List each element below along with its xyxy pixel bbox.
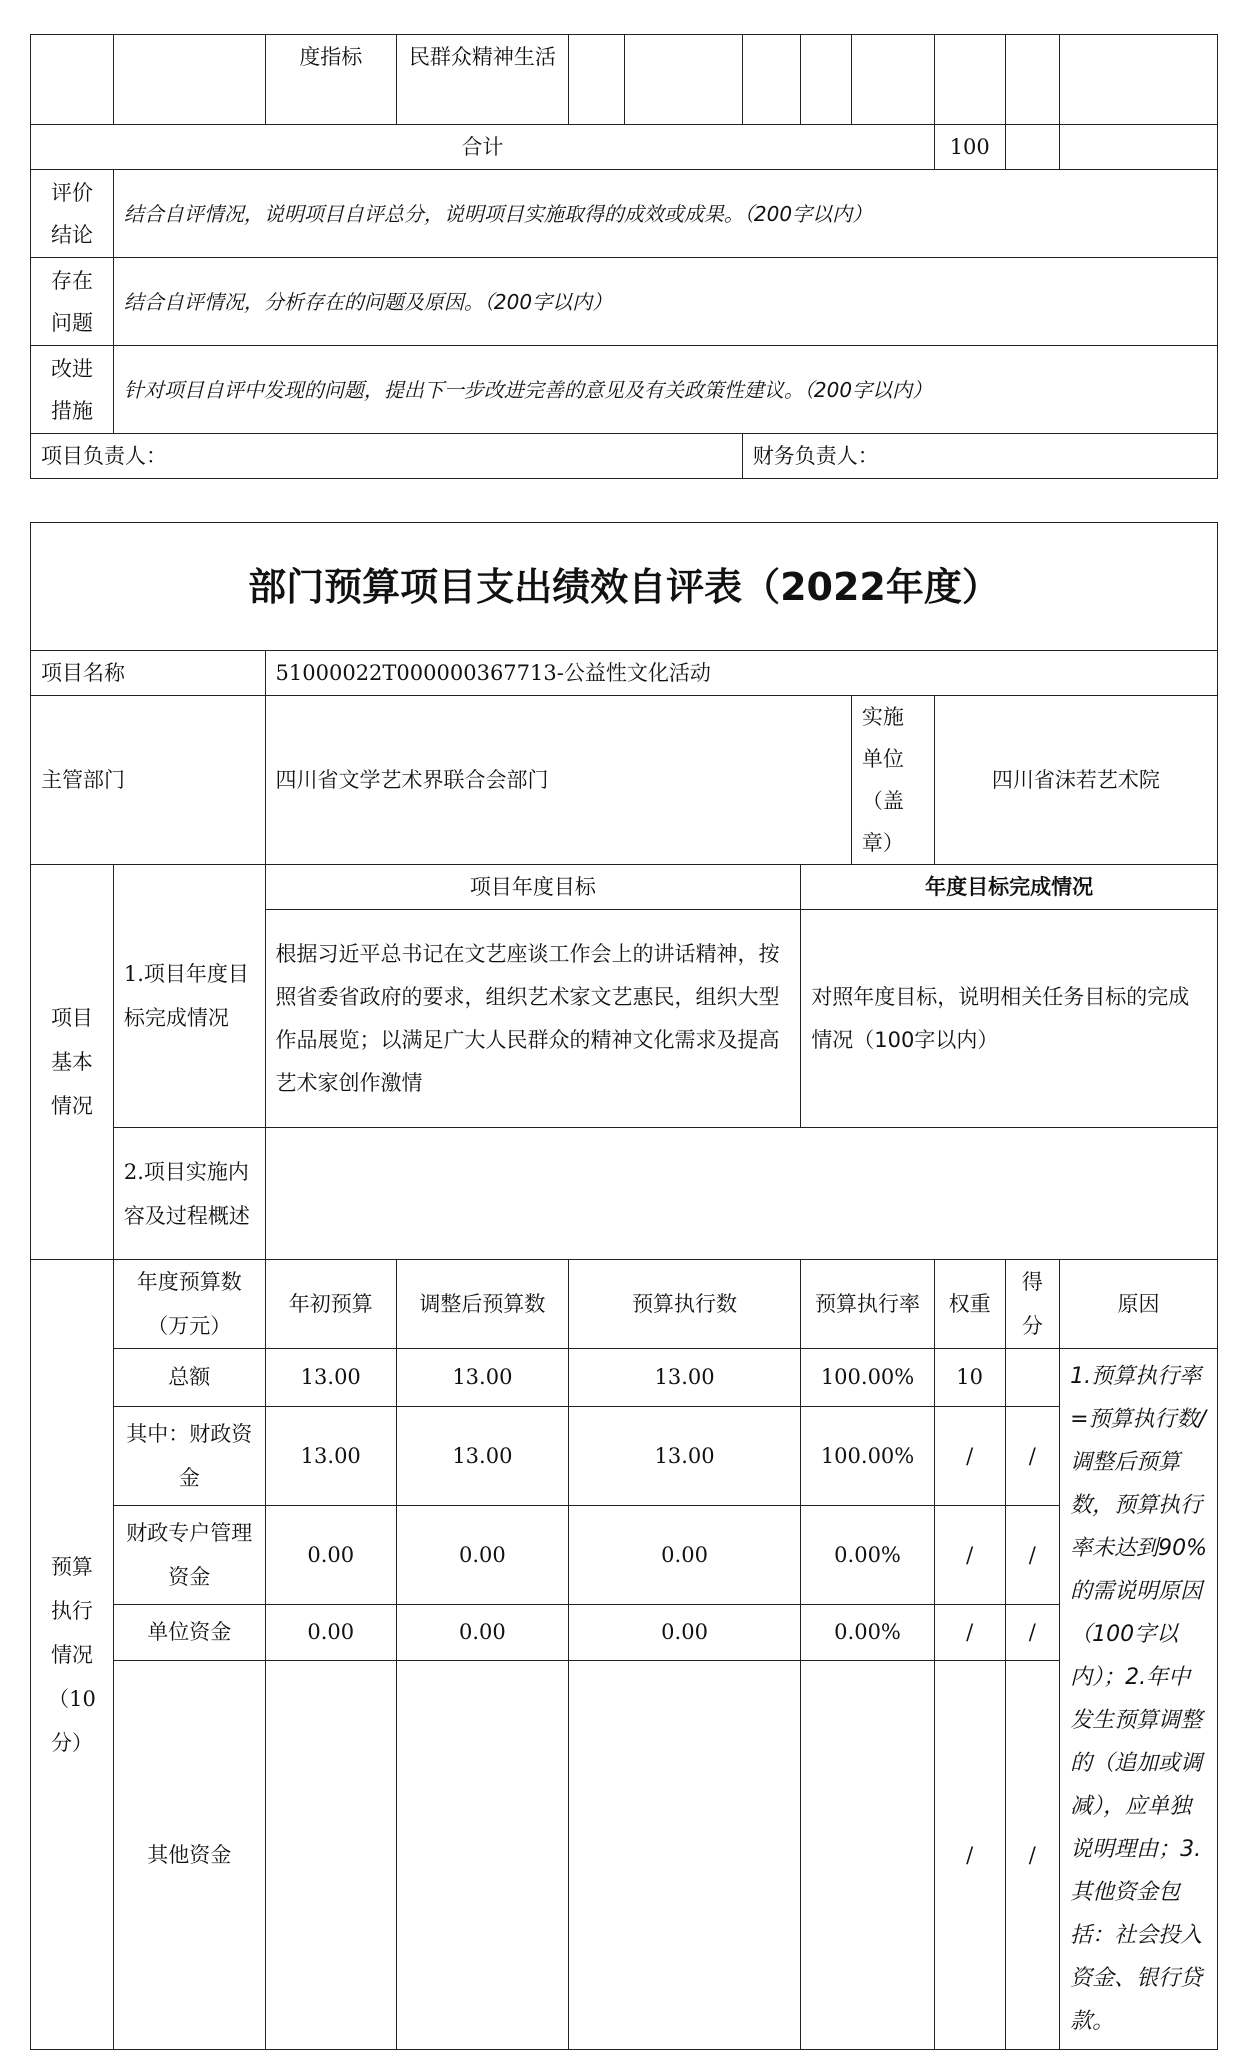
project-name-label: 项目名称 (31, 651, 266, 696)
budget-row-adjusted[interactable] (396, 1660, 568, 2049)
budget-row-name: 财政专户管理资金 (113, 1505, 265, 1604)
budget-row-initial[interactable]: 0.00 (265, 1505, 396, 1604)
budget-row-weight[interactable]: / (934, 1660, 1005, 2049)
cell-empty (568, 35, 625, 125)
cell-empty (31, 35, 114, 125)
total-note (1060, 125, 1218, 170)
project-name-value[interactable]: 51000022T000000367713-公益性文化活动 (265, 651, 1217, 696)
cell-empty (1060, 35, 1218, 125)
indicator-level3-cell: 度指标 (265, 35, 396, 125)
impl-content-label: 2.项目实施内容及过程概述 (113, 1128, 265, 1260)
total-score (1005, 125, 1060, 170)
goal-status-header: 年度目标完成情况 (801, 865, 1218, 910)
form-title: 部门预算项目支出绩效自评表（2022年度） (31, 523, 1218, 651)
cell-empty (851, 35, 934, 125)
budget-row-initial[interactable]: 0.00 (265, 1604, 396, 1660)
budget-row-initial[interactable]: 13.00 (265, 1349, 396, 1407)
budget-row-score[interactable]: / (1005, 1604, 1060, 1660)
cell-empty (742, 35, 801, 125)
budget-reason-text[interactable]: 1.预算执行率=预算执行数/调整后预算数，预算执行率未达到90%的需说明原因（100字以内）；2.年中发生预算调整的（追加或调减），应单独说明理由；3.其他资金包括：社会投入资金、银行贷款。 (1060, 1349, 1218, 2050)
budget-header-executed: 预算执行数 (568, 1260, 801, 1349)
budget-row-adjusted[interactable]: 13.00 (396, 1406, 568, 1505)
total-label: 合计 (31, 125, 935, 170)
cell-empty (113, 35, 265, 125)
self-evaluation-form (30, 522, 1218, 2050)
problems-text[interactable]: 结合自评情况，分析存在的问题及原因。（200字以内） (113, 258, 1217, 346)
budget-row-score[interactable]: / (1005, 1406, 1060, 1505)
basic-info-label: 项目基本情况 (31, 865, 114, 1260)
budget-row-rate[interactable]: 0.00% (801, 1604, 934, 1660)
cell-empty (801, 35, 852, 125)
goal-completion-label: 1.项目年度目标完成情况 (113, 865, 265, 1128)
budget-row-rate[interactable] (801, 1660, 934, 2049)
dept-label: 主管部门 (31, 696, 266, 865)
budget-row-adjusted[interactable]: 0.00 (396, 1505, 568, 1604)
improvement-text[interactable]: 针对项目自评中发现的问题，提出下一步改进完善的意见及有关政策性建议。（200字以内） (113, 346, 1217, 434)
budget-section-label: 预算执行情况（10分） (31, 1260, 114, 2050)
cell-empty (1005, 35, 1060, 125)
evaluation-text[interactable]: 结合自评情况，说明项目自评总分，说明项目实施取得的成效或成果。（200字以内） (113, 170, 1217, 258)
goal-status-text[interactable]: 对照年度目标，说明相关任务目标的完成情况（100字以内） (801, 910, 1218, 1128)
project-lead-signature[interactable]: 项目负责人： (31, 434, 743, 479)
budget-row-rate[interactable]: 100.00% (801, 1349, 934, 1407)
improvement-label: 改进措施 (31, 346, 114, 434)
budget-header-score: 得分 (1005, 1260, 1060, 1349)
budget-row-score[interactable]: / (1005, 1505, 1060, 1604)
annual-goal-header: 项目年度目标 (265, 865, 801, 910)
budget-header-rate: 预算执行率 (801, 1260, 934, 1349)
budget-row-weight[interactable]: 10 (934, 1349, 1005, 1407)
total-weight: 100 (934, 125, 1005, 170)
budget-row-executed[interactable] (568, 1660, 801, 2049)
evaluation-label: 评价结论 (31, 170, 114, 258)
annual-goal-text[interactable]: 根据习近平总书记在文艺座谈工作会上的讲话精神，按照省委省政府的要求，组织艺术家文艺惠民，组织大型作品展览；以满足广大人民群众的精神文化需求及提高艺术家创作激情 (265, 910, 801, 1128)
budget-row-adjusted[interactable]: 13.00 (396, 1349, 568, 1407)
cell-empty (625, 35, 742, 125)
budget-row-adjusted[interactable]: 0.00 (396, 1604, 568, 1660)
budget-row-executed[interactable]: 0.00 (568, 1604, 801, 1660)
budget-row-weight[interactable]: / (934, 1406, 1005, 1505)
budget-row-rate[interactable]: 0.00% (801, 1505, 934, 1604)
budget-header-initial: 年初预算 (265, 1260, 396, 1349)
budget-row-rate[interactable]: 100.00% (801, 1406, 934, 1505)
budget-header-annual: 年度预算数（万元） (113, 1260, 265, 1349)
cell-empty (934, 35, 1005, 125)
budget-row-name: 总额 (113, 1349, 265, 1407)
budget-row-score[interactable] (1005, 1349, 1060, 1407)
indicator-name-cell: 民群众精神生活 (397, 35, 569, 125)
budget-row-initial[interactable] (265, 1660, 396, 2049)
budget-row-executed[interactable]: 13.00 (568, 1349, 801, 1407)
budget-row-weight[interactable]: / (934, 1505, 1005, 1604)
budget-row (31, 1505, 1218, 1604)
budget-row-name: 单位资金 (113, 1604, 265, 1660)
budget-header-reason: 原因 (1060, 1260, 1218, 1349)
impl-content-value[interactable] (265, 1128, 1217, 1260)
budget-row (31, 1660, 1218, 2049)
budget-row-name: 其中：财政资金 (113, 1406, 265, 1505)
impl-unit-value[interactable]: 四川省沫若艺术院 (934, 696, 1217, 865)
budget-row-weight[interactable]: / (934, 1604, 1005, 1660)
budget-row-name: 其他资金 (113, 1660, 265, 2049)
impl-unit-label: 实施单位（盖章） (851, 696, 934, 865)
budget-row-executed[interactable]: 0.00 (568, 1505, 801, 1604)
budget-header-adjusted: 调整后预算数 (396, 1260, 568, 1349)
budget-row-initial[interactable]: 13.00 (265, 1406, 396, 1505)
problems-label: 存在问题 (31, 258, 114, 346)
dept-value[interactable]: 四川省文学艺术界联合会部门 (265, 696, 851, 865)
budget-row (31, 1604, 1218, 1660)
budget-row-score[interactable]: / (1005, 1660, 1060, 2049)
finance-lead-signature[interactable]: 财务负责人： (742, 434, 1217, 479)
budget-row (31, 1406, 1218, 1505)
budget-row-executed[interactable]: 13.00 (568, 1406, 801, 1505)
budget-row (31, 1349, 1218, 1407)
continuation-table (30, 34, 1218, 479)
budget-header-weight: 权重 (934, 1260, 1005, 1349)
